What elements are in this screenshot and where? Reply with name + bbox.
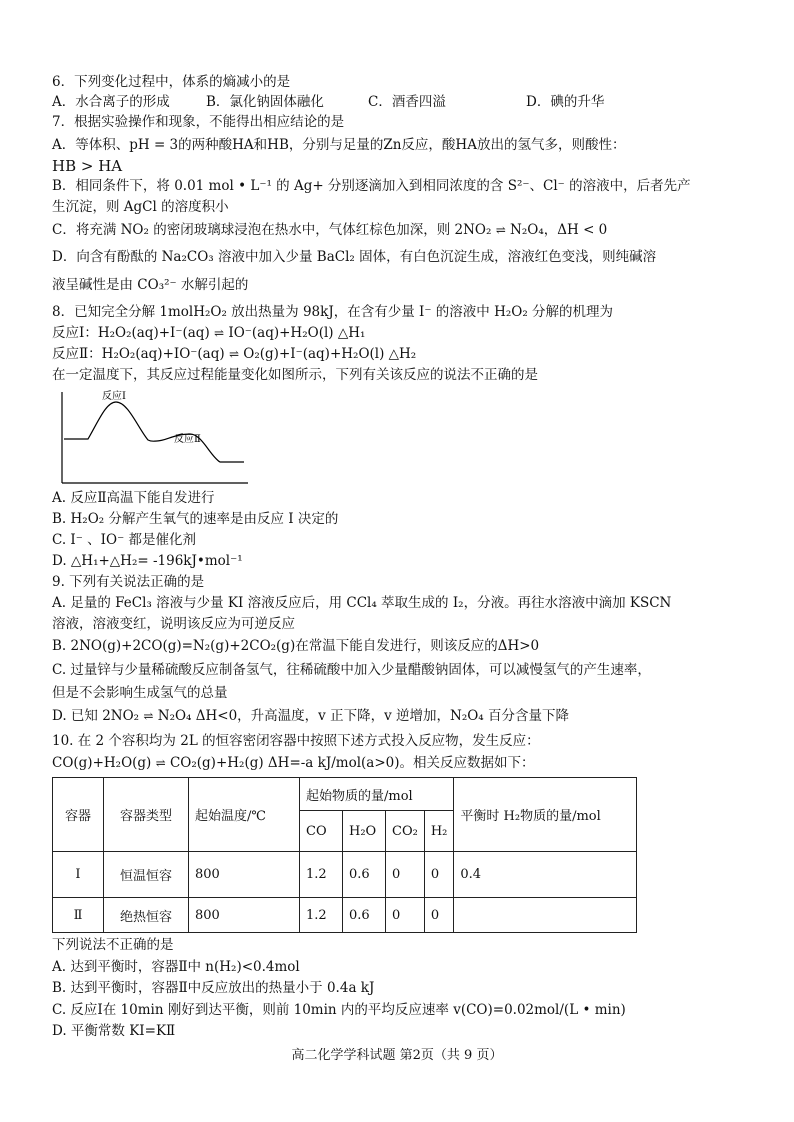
q7-option-b-line2: 生沉淀，则 AgCl 的溶度积小 <box>52 199 229 215</box>
equilibrium-arrow-icon: ⇌ <box>143 709 154 723</box>
q7-option-c-text: C．将充满 NO₂ 的密闭玻璃球浸泡在热水中，气体红棕色加深，则 2NO₂ <box>52 222 492 238</box>
q8-reaction-1-products: IO⁻(aq)+H₂O(l) △H₁ <box>228 325 366 341</box>
table-cell: Ⅱ <box>53 898 104 933</box>
reaction-data-table <box>52 777 637 933</box>
q8-option-a: A. 反应Ⅱ高温下能自发进行 <box>52 490 215 506</box>
q6-stem: 6．下列变化过程中，体系的熵减小的是 <box>52 74 291 90</box>
equilibrium-arrow-icon: ⇌ <box>214 326 225 340</box>
q8-option-d: D. △H₁+△H₂= -196kJ•mol⁻¹ <box>52 553 243 569</box>
q6-option-a: A．水合离子的形成 <box>52 94 170 110</box>
q8-stem: 8．已知完全分解 1molH₂O₂ 放出热量为 98kJ，在含有少量 I⁻ 的溶液中 H₂O₂ 分解的机理为 <box>52 304 614 320</box>
q9-stem: 9. 下列有关说法正确的是 <box>52 574 205 590</box>
q10-equation <box>52 754 535 772</box>
table-cell: 0.6 <box>343 852 386 898</box>
table-cell: 绝热恒容 <box>104 898 189 933</box>
q10-equation-reactants: CO(g)+H₂O(g) <box>52 755 152 771</box>
q7-option-d-line2: 液呈碱性是由 CO₃²⁻ 水解引起的 <box>52 277 249 293</box>
q10-stem: 10. 在 2 个容积均为 2L 的恒容密闭容器中按照下述方式投入反应物，发生反应： <box>52 733 540 749</box>
table-cell: 800 <box>189 898 300 933</box>
table-header-row <box>53 778 637 811</box>
table-cell: 0 <box>386 898 425 933</box>
equilibrium-arrow-icon: ⇌ <box>228 347 239 361</box>
page-footer: 高二化学学科试题 第2页（共 9 页） <box>291 1048 503 1063</box>
table-cell: 恒温恒容 <box>104 852 189 898</box>
q8-lead: 在一定温度下，其反应过程能量变化如图所示，下列有关该反应的说法不正确的是 <box>52 367 538 383</box>
equilibrium-arrow-icon: ⇌ <box>495 223 506 237</box>
q9-option-a-line2: 溶液，溶液变红，说明该反应为可逆反应 <box>52 616 295 632</box>
q9-option-c-line1: C. 过量锌与少量稀硫酸反应制备氢气，往稀硫酸中加入少量醋酸钠固体，可以减慢氢气的产生速率， <box>52 662 651 678</box>
q8-reaction-2-products: O₂(g)+I⁻(aq)+H₂O(l) △H₂ <box>243 346 417 362</box>
energy-profile-diagram <box>52 388 252 488</box>
q9-option-c-line2: 但是不会影响生成氢气的总量 <box>52 685 228 701</box>
q9-option-b: B. 2NO(g)+2CO(g)=N₂(g)+2CO₂(g)在常温下能自发进行，则该反应的ΔH>0 <box>52 638 540 654</box>
q7-option-a-line1: A．等体积、pH = 3的两种酸HA和HB，分别与足量的Zn反应，酸HA放出的氢气多，则酸性： <box>52 137 626 153</box>
subheader-co2: CO₂ <box>386 811 425 852</box>
q10-option-a: A. 达到平衡时，容器Ⅱ中 n(H₂)<0.4mol <box>52 959 300 975</box>
q7-option-c <box>52 221 607 239</box>
table-cell: Ⅰ <box>53 852 104 898</box>
q8-option-c: C. I⁻ 、IO⁻ 都是催化剂 <box>52 532 196 548</box>
table-cell: 0.4 <box>454 852 637 898</box>
q6-option-d: D．碘的升华 <box>526 94 605 110</box>
table-cell: 1.2 <box>300 852 343 898</box>
subheader-h2: H₂ <box>424 811 454 852</box>
q9-option-d-rest: N₂O₄ ΔH<0，升高温度，v 正下降，v 逆增加，N₂O₄ 百分含量下降 <box>157 708 570 724</box>
table-cell: 0 <box>424 898 454 933</box>
q7-stem: 7．根据实验操作和现象，不能得出相应结论的是 <box>52 114 345 130</box>
table-row <box>53 898 637 933</box>
q8-reaction-2 <box>52 345 416 363</box>
q9-option-d-text: D. 已知 2NO₂ <box>52 708 140 724</box>
table-row <box>53 852 637 898</box>
energy-curve <box>64 402 244 462</box>
subheader-co: CO <box>300 811 343 852</box>
q8-reaction-1-reactants: 反应Ⅰ：H₂O₂(aq)+I⁻(aq) <box>52 325 210 341</box>
q10-option-c: C. 反应Ⅰ在 10min 刚好到达平衡，则前 10min 内的平均反应速率 v(CO)=0.02mol/(L • min) <box>52 1002 626 1018</box>
curve-label-reaction-1: 反应Ⅰ <box>102 391 126 402</box>
q6-options <box>52 93 604 111</box>
q10-lead: 下列说法不正确的是 <box>52 937 174 953</box>
q7-option-a-line2: HB > HA <box>52 157 123 175</box>
q8-reaction-1 <box>52 324 365 342</box>
table-cell: 0 <box>386 852 425 898</box>
table-cell <box>454 898 637 933</box>
q9-option-a-line1: A. 足量的 FeCl₃ 溶液与少量 KI 溶液反应后，用 CCl₄ 萃取生成的 I₂，分液。再往水溶液中滴加 KSCN <box>52 595 672 611</box>
q6-option-c: C．酒香四溢 <box>368 94 446 110</box>
table-cell: 0 <box>424 852 454 898</box>
q7-option-c-product: N₂O₄，ΔH < 0 <box>510 222 608 238</box>
table-cell: 1.2 <box>300 898 343 933</box>
equilibrium-arrow-icon: ⇌ <box>155 756 166 770</box>
q8-option-b: B. H₂O₂ 分解产生氧气的速率是由反应 I 决定的 <box>52 511 339 527</box>
curve-label-reaction-2: 反应Ⅱ <box>174 434 201 445</box>
q6-option-b: B．氯化钠固体融化 <box>206 94 324 110</box>
q7-option-d-line1: D．向含有酚酞的 Na₂CO₃ 溶液中加入少量 BaCl₂ 固体，有白色沉淀生成，溶液红色变浅，则纯碱溶 <box>52 249 657 265</box>
header-container-type: 容器类型 <box>104 778 189 852</box>
header-equilibrium-h2: 平衡时 H₂物质的量/mol <box>454 778 637 852</box>
q8-reaction-2-reactants: 反应Ⅱ：H₂O₂(aq)+IO⁻(aq) <box>52 346 225 362</box>
header-start-temp: 起始温度/℃ <box>189 778 300 852</box>
table-cell: 0.6 <box>343 898 386 933</box>
header-start-amount: 起始物质的量/mol <box>300 778 454 811</box>
header-container: 容器 <box>53 778 104 852</box>
subheader-h2o: H₂O <box>343 811 386 852</box>
q7-option-b-line1: B．相同条件下，将 0.01 mol • L⁻¹ 的 Ag+ 分别逐滴加入到相同浓度的含 S²⁻、Cl⁻ 的溶液中，后者先产 <box>52 178 691 194</box>
q10-equation-products: CO₂(g)+H₂(g) ΔH=-a kJ/mol(a>0)。相关反应数据如下： <box>169 755 535 771</box>
q10-option-b: B. 达到平衡时，容器Ⅱ中反应放出的热量小于 0.4a kJ <box>52 980 375 996</box>
q10-option-d: D. 平衡常数 KⅠ=KⅡ <box>52 1023 176 1039</box>
table-cell: 800 <box>189 852 300 898</box>
q9-option-d <box>52 707 569 725</box>
